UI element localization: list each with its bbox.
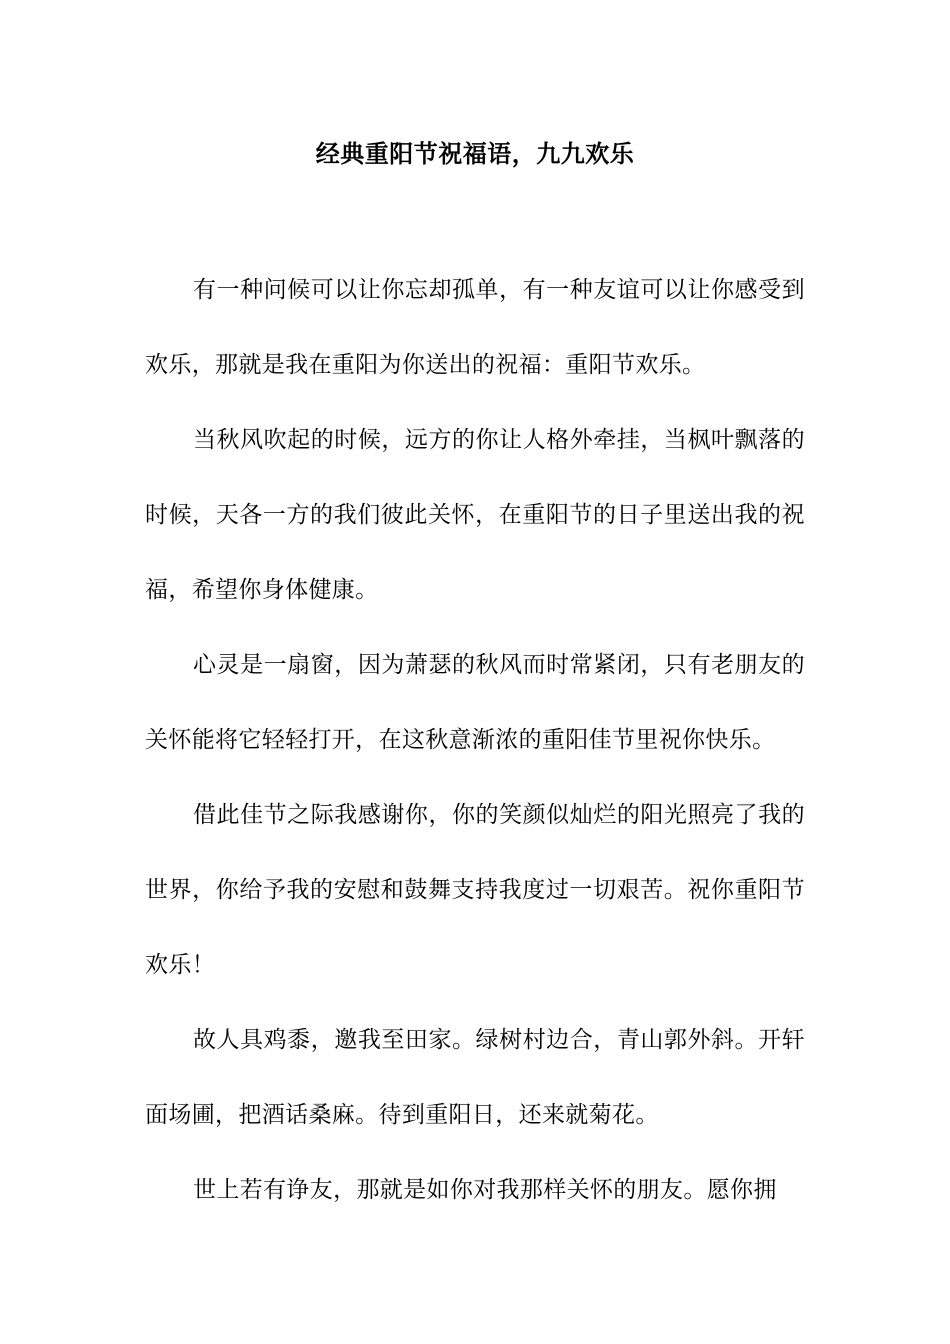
paragraph: 当秋风吹起的时候，远方的你让人格外牵挂，当枫叶飘落的时候，天各一方的我们彼此关怀，在重阳节的日子里送出我的祝福，希望你身体健康。 (145, 427, 805, 603)
paragraph: 借此佳节之际我感谢你，你的笑颜似灿烂的阳光照亮了我的世界，你给予我的安慰和鼓舞支持我度过一切艰苦。祝你重阳节欢乐！ (145, 802, 805, 978)
paragraph: 心灵是一扇窗，因为萧瑟的秋风而时常紧闭，只有老朋友的关怀能将它轻轻打开，在这秋意渐浓的重阳佳节里祝你快乐。 (145, 652, 805, 753)
document-title: 经典重阳节祝福语，九九欢乐 (315, 139, 635, 168)
paragraph: 故人具鸡黍，邀我至田家。绿树村边合，青山郭外斜。开轩面场圃，把酒话桑麻。待到重阳日，还来就菊花。 (145, 1027, 805, 1128)
paragraph: 有一种问候可以让你忘却孤单，有一种友谊可以让你感受到欢乐，那就是我在重阳为你送出的祝福：重阳节欢乐。 (145, 277, 805, 378)
document-body (145, 253, 805, 1228)
paragraph: 世上若有诤友，那就是如你对我那样关怀的朋友。愿你拥 (193, 1177, 777, 1203)
